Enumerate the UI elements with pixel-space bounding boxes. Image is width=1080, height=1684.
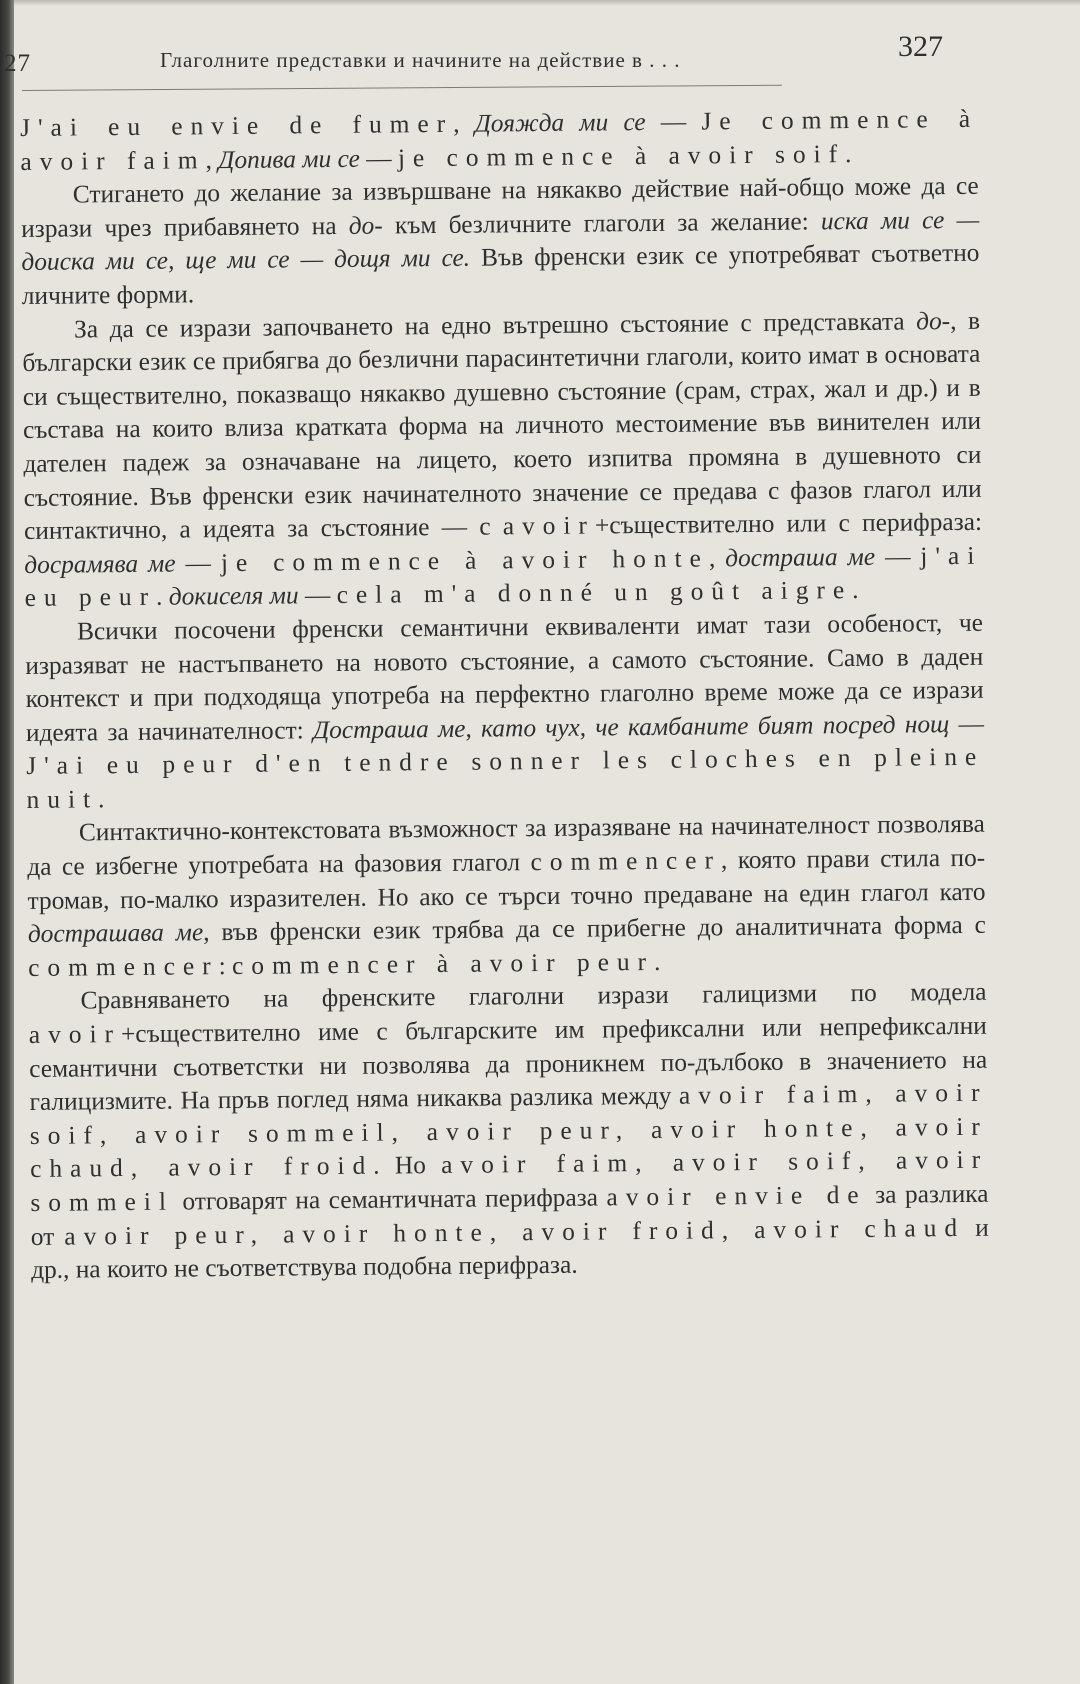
paragraph <box>25 607 985 818</box>
italic-example: Дострaша ме, като чух, че камбаните бият посред нощ <box>312 709 950 744</box>
text-run: — <box>874 542 921 571</box>
italic-example: Допива ми се <box>218 144 360 174</box>
text-run: Сравняването на френските глаголни изрази галицизми по модела <box>80 978 987 1015</box>
page-number: 327 <box>898 30 943 63</box>
text-run: , във френски език трябва да се прибегне до аналитичната форма с <box>203 911 986 947</box>
text-run: Всички посочени френски семантични еквиваленти имат тази особеност, че изразяват не настъпването на новото състояние, а самото състояние. Само в даден контекст и при подходяща употреба на перфектно глаголно време може да се изрази идеята за начинателност: <box>25 608 984 747</box>
french-spaced-text: cela m'a donné un goût aigre <box>336 576 853 610</box>
body-text <box>20 103 989 1288</box>
paragraph <box>27 808 987 985</box>
text-run: — <box>359 143 399 173</box>
french-spaced-text: commencer <box>530 846 722 877</box>
paragraph <box>20 103 979 179</box>
text-run: , <box>453 109 475 138</box>
french-spaced-text: avoir faim, avoir soif, avoir sommeil <box>30 1146 989 1217</box>
text-run: , която прави стила по-тромав, по-малко изразителен. Но ако се търси точно предаване на един глагол като <box>27 843 986 915</box>
french-spaced-text: avoir peur, avoir honte, avoir froid, avoir chaud <box>64 1213 966 1251</box>
french-spaced-text: commencer à avoir peur <box>231 947 655 980</box>
italic-example: до- <box>348 211 383 240</box>
text-run: , <box>708 543 726 573</box>
french-spaced-text: J'ai eu peur d'en tendre sonner les cloches en pleine nuit <box>26 743 985 814</box>
text-run: . <box>97 785 105 814</box>
paragraph <box>21 170 980 314</box>
text-run: Синтактично-контекстовата възможност за изразяване на начинателност позволява да се избегне употребата на фазовия глагол <box>27 810 986 882</box>
text-run: . <box>852 576 859 605</box>
text-run: Стигането до желание за извършване на някакво действие най-общо може да се изрази чрез прибавянето на <box>20 171 979 243</box>
french-spaced-text: avoir <box>28 1020 122 1049</box>
text-run: . Но <box>373 1151 442 1181</box>
text-run: +съществително име с българските им префиксални или непрефиксални семантични съответстки ни позволява да проникнем по-дълбоко в значението на галицизмите. На пръв поглед няма никаква разлика между <box>29 1011 988 1117</box>
french-spaced-text: je commence à avoir soif <box>397 139 846 172</box>
text-run: Във френски език се употребяват съответно личните форми. <box>21 239 980 310</box>
text-run: — <box>175 548 222 578</box>
text-run: към безличните глаголи за желание: <box>382 207 822 240</box>
text-run: . <box>844 139 852 168</box>
text-run: отговарят на семантичната перифраза <box>173 1183 607 1216</box>
text-run: +съществително или с перифраза: <box>594 507 983 540</box>
french-spaced-text: je commence à avoir honte <box>220 544 709 577</box>
text-run: , <box>205 145 219 174</box>
italic-example: докиселя ми <box>168 581 299 611</box>
french-spaced-text: avoir faim, avoir soif, avoir sommeil, avoir peur, avoir honte, avoir chaud, avoir froid <box>29 1078 988 1184</box>
french-spaced-text: j'ai eu peur <box>24 541 983 613</box>
text-run: , в български език се прибягва до безлични парасинтетични глаголи, които имат в основата си съществително, показващо някакво душевно състояние (срам, страх, жал и др.) и в състава на които влиза кратката форма на личното местоимение във винителен или дателен падеж за означаване на лицето, което изпитва промяна в душевното си състояние. Във френски език начинателното значение се предава с фазов глагол или синтактично, а идеята за състояние — с <box>22 306 982 546</box>
page-top-edge <box>14 0 1080 6</box>
french-spaced-text: Je commence à avoir faim <box>20 104 979 176</box>
text-run: за разлика от <box>30 1179 989 1251</box>
italic-example: иска ми се — доиска ми се, ще ми се — дощя ми се. <box>21 205 980 277</box>
french-spaced-text: avoir envie de <box>606 1180 867 1212</box>
book-spine-shadow <box>0 0 14 1684</box>
italic-example: дострашава ме <box>27 918 204 949</box>
paragraph <box>28 976 989 1288</box>
paragraph <box>22 304 983 616</box>
italic-example: Дояжда ми се <box>474 107 646 138</box>
text-run: . <box>155 582 169 612</box>
italic-example: дострашa ме <box>725 542 876 572</box>
running-title: Глаголните представки и начините на действие в . . . <box>160 48 681 72</box>
text-run: . <box>653 947 661 976</box>
text-run: — <box>298 581 337 610</box>
text-run: За да се изрази започването на едно вътрешно състояние с представката <box>73 306 917 344</box>
header-rule <box>22 85 782 91</box>
french-spaced-text: commencer <box>28 951 219 982</box>
text-run: : <box>218 951 233 980</box>
italic-example: до- <box>916 306 951 335</box>
text-run: и др., на които не съответствува подобна перифраза. <box>30 1213 989 1285</box>
french-spaced-text: avoir <box>502 511 596 541</box>
previous-page-number-fragment: 27 <box>4 50 31 77</box>
italic-example: досрамява ме <box>24 549 176 579</box>
french-spaced-text: J'ai eu envie de fumer <box>20 109 454 142</box>
page-header <box>0 30 1080 94</box>
text-run: — <box>949 709 985 738</box>
text-run: — <box>645 107 702 136</box>
